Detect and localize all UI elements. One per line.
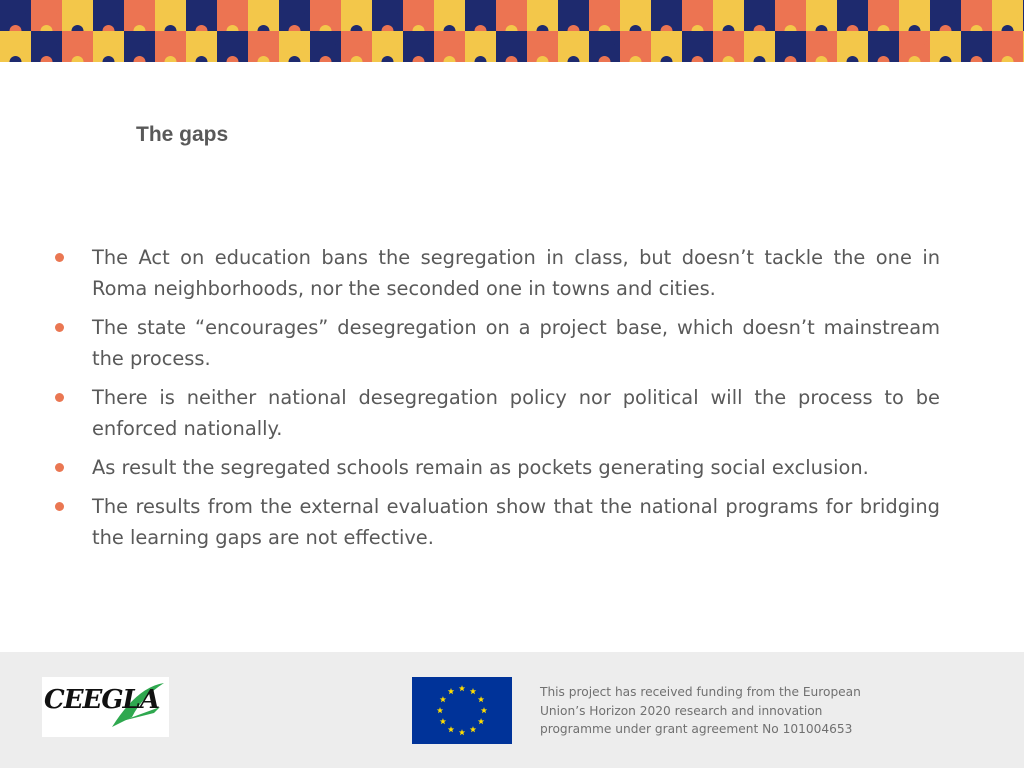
bullet-text: The state “encourages” desegregation on a project base, which doesn’t mainstream the process. [92, 316, 940, 370]
slide-title: The gaps [136, 123, 229, 146]
bullet-text: As result the segregated schools remain as pockets generating social exclusion. [92, 456, 869, 479]
eu-flag-icon [412, 677, 512, 744]
bullet-item [52, 382, 940, 444]
funding-line: Union’s Horizon 2020 research and innovation [540, 703, 823, 718]
bullet-dot-icon [55, 253, 64, 262]
bullet-item [52, 312, 940, 374]
ceegla-logo [42, 677, 169, 737]
bullet-dot-icon [55, 393, 64, 402]
bullet-item [52, 491, 940, 553]
bullet-item [52, 242, 940, 304]
funding-line: This project has received funding from the European [540, 685, 861, 699]
bullet-text: The Act on education bans the segregation in class, but doesn’t tackle the one in Roma neighborhoods, nor the seconded one in towns and cities. [92, 246, 940, 300]
puzzle-pattern-icon [0, 0, 1024, 62]
bullet-dot-icon [55, 323, 64, 332]
bullet-list [52, 242, 940, 561]
puzzle-banner [0, 0, 1024, 62]
bullet-item [52, 452, 940, 483]
funding-statement [540, 683, 900, 739]
funding-line: programme under grant agreement No 101004653 [540, 722, 853, 736]
bullet-text: The results from the external evaluation show that the national programs for bridging the learning gaps are not effective. [92, 495, 940, 549]
footer [0, 652, 1024, 768]
bullet-dot-icon [55, 463, 64, 472]
logo-text: CEEGLA [44, 685, 159, 715]
bullet-dot-icon [55, 502, 64, 511]
bullet-text: There is neither national desegregation policy nor political will the process to be enforced nationally. [92, 386, 940, 440]
